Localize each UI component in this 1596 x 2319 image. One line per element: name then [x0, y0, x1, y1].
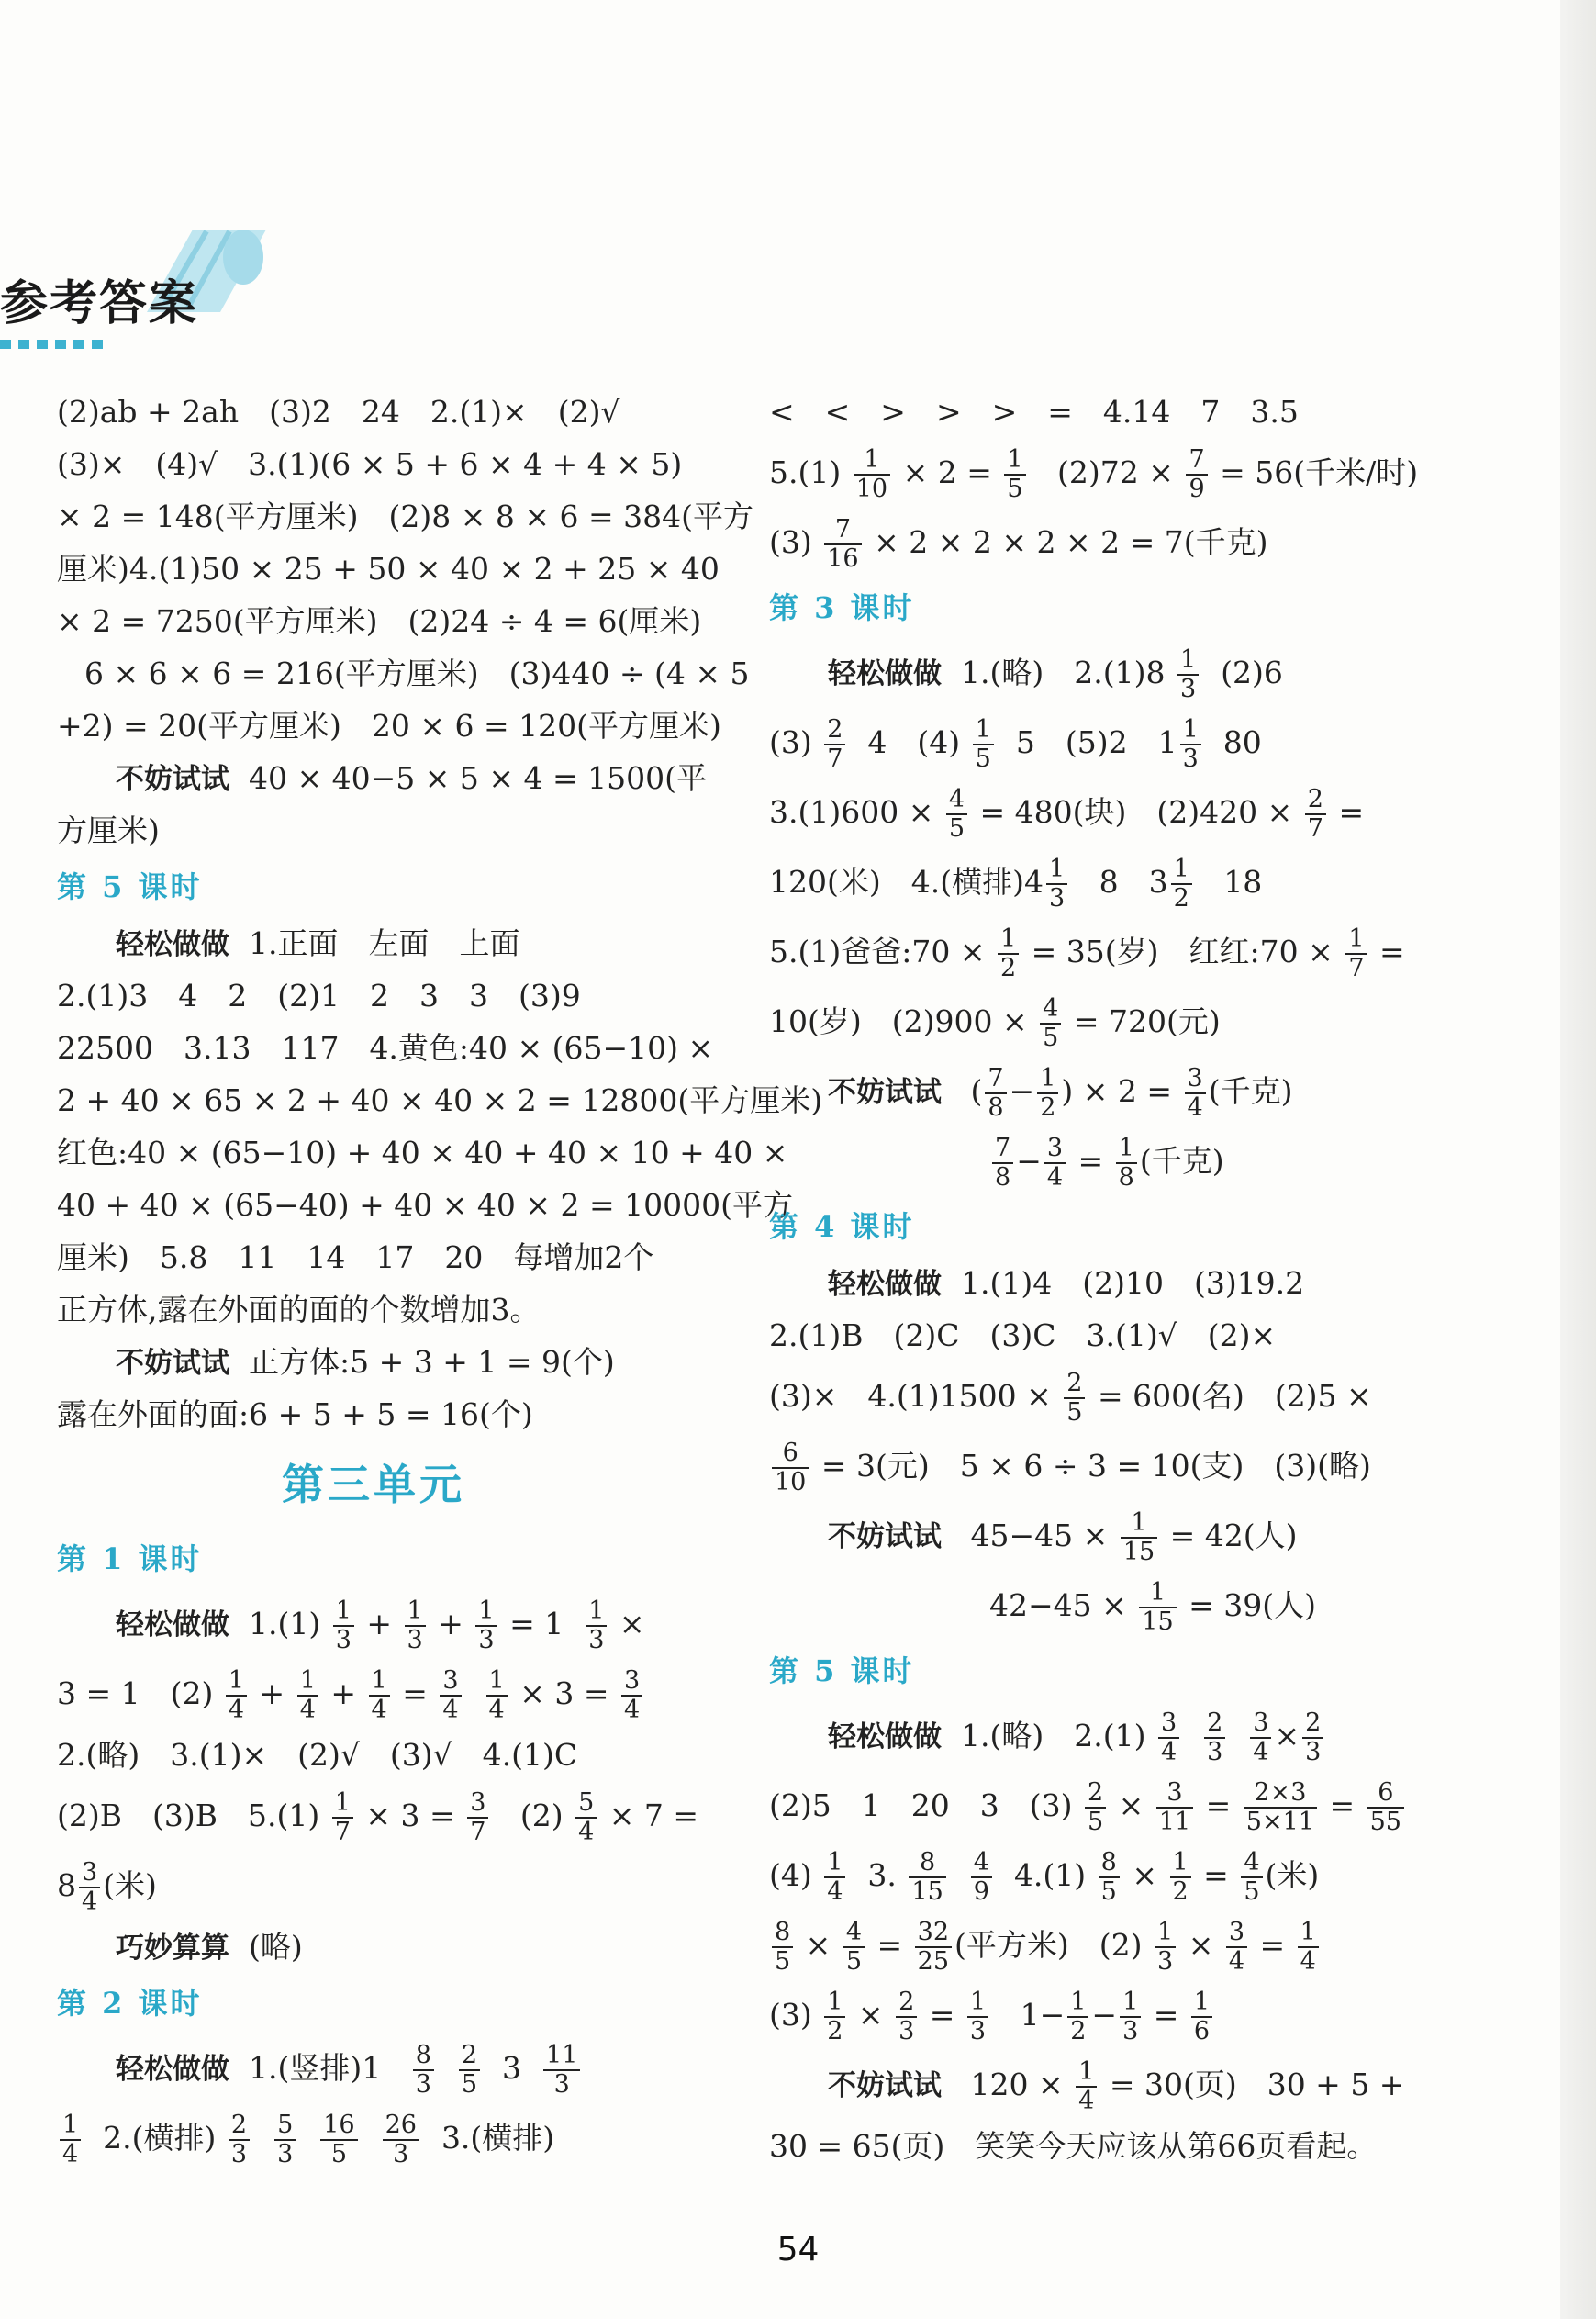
- answer-text: (2): [519, 1798, 564, 1833]
- fraction: $\frac{7}{8}$: [992, 1135, 1013, 1192]
- fraction: $\frac{1}{2}$: [1037, 1065, 1058, 1122]
- answer-text: 3.(1)600 ×: [769, 794, 934, 830]
- answer-text: (略): [248, 1929, 303, 1965]
- answer-line: 2.(略) 3.(1)× (2)√ (3)√ 4.(1)C: [57, 1737, 578, 1773]
- answer-text: (3)× 4.(1)1500 ×: [769, 1378, 1052, 1414]
- fraction: $\frac{1}{15}$: [1139, 1579, 1176, 1636]
- fraction: $\frac{1}{15}$: [1121, 1509, 1157, 1566]
- fraction: $\frac{5}{3}$: [274, 2112, 296, 2168]
- fraction: $\frac{1}{3}$: [1120, 1989, 1141, 2045]
- answer-line: (3)× (4)√ 3.(1)(6 × 5 + 6 × 4 + 4 × 5): [57, 446, 683, 482]
- answer-line: [769, 1361, 1402, 1431]
- answer-line: [769, 1571, 1402, 1641]
- answer-line: 5.(1)爸爸:70 × $\frac{1}{2}$ = 35(岁) 红红:70 × $\frac{1}{7}$ =: [769, 924, 1405, 982]
- fraction: $\frac{1}{7}$: [1345, 925, 1367, 982]
- answer-line: [769, 778, 1402, 847]
- answer-line: 30 = 65(页) 笑笑今天应该从第66页看起。: [769, 2128, 1378, 2164]
- answer-line: [769, 1257, 1402, 1309]
- right-column: [769, 386, 1419, 2172]
- answer-line: < < > > > = 4.14 7 3.5: [769, 394, 1299, 430]
- answer-line: 方厘米): [57, 812, 160, 848]
- dots-decoration: [0, 338, 110, 351]
- fraction: $\frac{1}{5}$: [973, 716, 994, 773]
- answer-text: 1.(1)4 (2)10 (3)19.2: [960, 1265, 1305, 1301]
- fraction: $\frac{8}{5}$: [1099, 1849, 1120, 1906]
- fraction: $\frac{2}{3}$: [896, 1989, 917, 2045]
- answer-text: 4 (4): [867, 724, 961, 760]
- section-label: 轻松做做: [828, 1720, 942, 1753]
- answer-text: 1.(1): [248, 1606, 321, 1641]
- answer-line: [769, 508, 1402, 577]
- answer-line: [769, 1431, 1402, 1501]
- fraction: $\frac{2\times 3}{5\times 11}$: [1244, 1779, 1317, 1836]
- fraction: $\frac{3}{4}$: [1226, 1919, 1247, 1976]
- fraction: $\frac{1}{4}$: [60, 2112, 81, 2168]
- answer-text: 42−45 ×: [989, 1587, 1127, 1623]
- fraction: $\frac{1}{10}$: [854, 446, 890, 503]
- fraction: $\frac{3}{4}$: [1044, 1135, 1066, 1192]
- section-label: 轻松做做: [116, 928, 229, 961]
- fraction: $\frac{1}{2}$: [1171, 856, 1192, 913]
- answer-line: 轻松做做 1.(1) $\frac{1}{3}$ + $\frac{1}{3}$ + $\frac{1}{3}$ = 1 $\frac{1}{3}$ ×: [116, 1596, 645, 1654]
- answer-line: [57, 2103, 690, 2173]
- answer-text: (平方米) (2): [954, 1927, 1143, 1963]
- fraction: $\frac{7}{8}$: [985, 1065, 1006, 1122]
- fraction: $\frac{1}{2}$: [824, 1989, 845, 2045]
- answer-text: 5.(1)爸爸:70 ×: [769, 934, 986, 969]
- answer-text: × 2 × 2 × 2 × 2 = 7(千克): [874, 524, 1268, 560]
- answer-text: = 720(元): [1073, 1003, 1221, 1039]
- fraction: $\frac{1}{4}$: [297, 1667, 318, 1724]
- answer-text: 10(岁) (2)900 ×: [769, 1003, 1028, 1039]
- answer-line: [57, 1921, 690, 1973]
- fraction: $\frac{1}{4}$: [1076, 2058, 1097, 2115]
- answer-line: 露在外面的面:6 + 5 + 5 = 16(个): [57, 1396, 533, 1432]
- answer-line: 2 + 40 × 65 × 2 + 40 × 40 × 2 = 12800(平方厘米): [57, 1082, 823, 1118]
- answer-text: (千克): [1208, 1073, 1293, 1109]
- answer-line: [57, 1336, 690, 1388]
- fraction: $\frac{7}{16}$: [824, 516, 861, 573]
- answer-text: (2)6: [1221, 655, 1283, 690]
- fraction: $\frac{5}{4}$: [575, 1789, 597, 1846]
- page-edge: [1560, 0, 1596, 2319]
- fraction: $\frac{8}{15}$: [909, 1849, 945, 1906]
- answer-line: × 2 = 7250(平方厘米) (2)24 ÷ 4 = 6(厘米): [57, 603, 702, 639]
- answer-text: 120(米) 4.(横排)4: [769, 864, 1044, 900]
- answer-text: (: [970, 1073, 983, 1109]
- section-label: 不妨试试: [828, 1520, 942, 1553]
- answer-line: $\frac{8}{5}$ × $\frac{4}{5}$ = $\frac{32}{25}$ (平方米) (2) $\frac{1}{3}$ × $\frac{3}{4}$ = $\frac{1}{4}$: [769, 1910, 1402, 1980]
- answer-text: (米): [103, 1867, 157, 1903]
- answer-text: 3: [502, 2050, 522, 2086]
- fraction: $\frac{2}{3}$: [229, 2112, 250, 2168]
- section-label: 不妨试试: [828, 1076, 942, 1109]
- answer-text: = 600(名) (2)5 ×: [1097, 1378, 1372, 1414]
- fraction: $\frac{1}{4}$: [486, 1667, 508, 1724]
- answer-line: 轻松做做 1.(略) 2.(1) $\frac{3}{4}$ $\frac{2}{3}$ $\frac{3}{4}$ × $\frac{2}{3}$: [769, 1701, 1402, 1771]
- section-label: 巧妙算算: [116, 1932, 229, 1965]
- answer-line: [57, 1851, 690, 1921]
- answer-line: (2)5 1 20 3 (3) $\frac{2}{5}$ × $\frac{3}{11}$ = $\frac{2\times 3}{5\times 11}$ = $\frac{6}{55}$: [769, 1771, 1402, 1841]
- answer-line: 红色:40 × (65−10) + 40 × 40 + 40 × 10 + 40 ×: [57, 1135, 788, 1171]
- fraction: $\frac{4}{5}$: [1241, 1849, 1262, 1906]
- answer-text: × 2 =: [902, 454, 992, 490]
- answer-line: +2) = 20(平方厘米) 20 × 6 = 120(平方厘米): [57, 708, 721, 744]
- unit-heading: 第三单元: [282, 1460, 465, 1509]
- answer-text: (4): [769, 1857, 812, 1893]
- fraction: $\frac{2}{5}$: [1064, 1370, 1085, 1427]
- answer-text: 5 (5)2 1: [1015, 724, 1177, 760]
- fraction: $\frac{1}{4}$: [226, 1667, 247, 1724]
- fraction: $\frac{1}{5}$: [1004, 446, 1025, 503]
- answer-line: [769, 847, 1402, 917]
- fraction: $\frac{3}{4}$: [1185, 1065, 1206, 1122]
- section-label: 轻松做做: [828, 1268, 942, 1301]
- answer-text: = 42(人): [1169, 1518, 1298, 1553]
- lesson-heading: 第 5 课时: [769, 1653, 915, 1688]
- answer-text: 3.: [867, 1857, 897, 1893]
- answer-line: 2.(1)B (2)C (3)C 3.(1)√ (2)×: [769, 1317, 1277, 1353]
- fraction: $\frac{1}{2}$: [1067, 1989, 1088, 2045]
- answer-line: [769, 708, 1402, 778]
- answer-text: 45−45 ×: [970, 1518, 1109, 1553]
- fraction: $\frac{3}{4}$: [1158, 1709, 1179, 1766]
- answer-text: ) × 2 =: [1061, 1073, 1173, 1109]
- answer-line: 正方体,露在外面的面的个数增加3。: [57, 1292, 541, 1328]
- answer-line: [769, 1501, 1402, 1571]
- fraction: $\frac{1}{8}$: [1116, 1135, 1137, 1192]
- fraction: $\frac{1}{3}$: [405, 1597, 426, 1654]
- answer-line: [769, 438, 1419, 508]
- fraction: $\frac{1}{2}$: [1170, 1849, 1191, 1906]
- answer-text: (千克): [1139, 1143, 1224, 1179]
- answer-line: (4) $\frac{1}{4}$ 3. $\frac{8}{15}$ $\frac{4}{9}$ 4.(1) $\frac{8}{5}$ × $\frac{1}{2}$ = $\frac{4}{5}$ (米): [769, 1848, 1320, 1906]
- answer-text: = 39(人): [1189, 1587, 1317, 1623]
- lesson-heading: 第 2 课时: [57, 1986, 203, 2021]
- fraction: $\frac{2}{7}$: [824, 716, 845, 773]
- fraction: $\frac{1}{3}$: [1180, 716, 1201, 773]
- fraction: $\frac{1}{3}$: [1155, 1919, 1176, 1976]
- fraction: $\frac{2}{7}$: [1305, 786, 1326, 843]
- answer-line: [57, 917, 690, 969]
- answer-text: (米): [1265, 1857, 1320, 1893]
- answer-text: (3): [769, 724, 812, 760]
- fraction: $\frac{16}{5}$: [320, 2112, 357, 2168]
- section-label: 不妨试试: [828, 2069, 942, 2102]
- answer-line: [57, 2033, 690, 2103]
- fraction: $\frac{1}{3}$: [333, 1597, 354, 1654]
- answer-text: 5.(1): [769, 454, 842, 490]
- section-label: 轻松做做: [828, 657, 942, 690]
- answer-line: 2.(1)3 4 2 (2)1 2 3 3 (3)9: [57, 978, 581, 1014]
- answer-line: 厘米)4.(1)50 × 25 + 50 × 40 × 2 + 25 × 40: [57, 551, 720, 587]
- fraction: $\frac{3}{4}$: [440, 1667, 461, 1724]
- fraction: $\frac{4}{5}$: [946, 786, 967, 843]
- fraction: $\frac{6}{10}$: [772, 1440, 809, 1496]
- answer-line: 6 × 6 × 6 = 216(平方厘米) (3)440 ÷ (4 × 5: [84, 655, 750, 691]
- lesson-heading: 第 5 课时: [57, 869, 203, 904]
- answer-text: = 480(块) (2)420 ×: [979, 794, 1293, 830]
- answer-text: = 3(元) 5 × 6 ÷ 3 = 10(支) (3)(略): [820, 1448, 1371, 1484]
- answer-text: 1.正面 左面 上面: [248, 925, 520, 961]
- fraction: $\frac{1}{7}$: [332, 1789, 353, 1846]
- answer-text: = 56(千米/时): [1220, 454, 1419, 490]
- fraction: $\frac{2}{3}$: [1302, 1709, 1323, 1766]
- fraction: $\frac{1}{4}$: [369, 1667, 390, 1724]
- answer-text: 正方体:5 + 3 + 1 = 9(个): [248, 1344, 615, 1380]
- answer-header: [0, 220, 303, 358]
- answer-text: 80: [1222, 724, 1262, 760]
- answer-line: [769, 638, 1402, 708]
- fraction: $\frac{3}{7}$: [467, 1789, 488, 1846]
- answer-line: (2)B (3)B 5.(1) $\frac{1}{7}$ × 3 = $\frac{3}{7}$ (2) $\frac{5}{4}$ × 7 =: [57, 1788, 699, 1846]
- answer-text: 1−: [1020, 1997, 1066, 2033]
- fraction: $\frac{1}{2}$: [998, 925, 1019, 982]
- answer-line: 厘米) 5.8 11 14 17 20 每增加2个: [57, 1239, 654, 1275]
- fraction: $\frac{1}{4}$: [824, 1849, 845, 1906]
- answer-line: 40 + 40 × (65−40) + 40 × 40 × 2 = 10000(平方: [57, 1187, 793, 1223]
- answer-text: 120 ×: [970, 2067, 1064, 2102]
- answer-text: 40 × 40−5 × 5 × 4 = 1500(平: [248, 760, 707, 796]
- fraction: $\frac{8}{5}$: [772, 1919, 793, 1976]
- fraction: $\frac{1}{3}$: [967, 1989, 988, 2045]
- answer-line: 不妨试试 ( $\frac{7}{8}$ − $\frac{1}{2}$ ) × 2 = $\frac{3}{4}$ (千克): [828, 1064, 1293, 1122]
- answer-text: 4.(1): [1013, 1857, 1087, 1893]
- fraction: $\frac{8}{3}$: [413, 2042, 434, 2099]
- fraction: $\frac{3}{4}$: [621, 1667, 642, 1724]
- lesson-heading: 第 1 课时: [57, 1541, 203, 1576]
- fraction: $\frac{3}{4}$: [79, 1859, 100, 1916]
- answer-line: 3 = 1 (2) $\frac{1}{4}$ + $\frac{1}{4}$ + $\frac{1}{4}$ = $\frac{3}{4}$ $\frac{1}{4}$ × 3 = $\frac{3}{4}$: [57, 1659, 690, 1729]
- fraction: $\frac{2}{3}$: [1204, 1709, 1225, 1766]
- fraction: $\frac{26}{3}$: [383, 2112, 419, 2168]
- answer-text: = 1: [509, 1606, 564, 1641]
- answer-text: 2.(横排): [103, 2120, 217, 2156]
- answer-text: (3): [769, 1997, 812, 2033]
- answer-line: [769, 2050, 1405, 2120]
- section-label: 不妨试试: [116, 1347, 229, 1380]
- section-label: 不妨试试: [116, 763, 229, 796]
- answer-line: [769, 987, 1402, 1057]
- page-number: 54: [776, 2231, 820, 2269]
- fraction: $\frac{4}{5}$: [843, 1919, 865, 1976]
- answer-text: 1.(略) 2.(1): [960, 1718, 1146, 1753]
- fraction: $\frac{3}{4}$: [1250, 1709, 1271, 1766]
- answer-text: = 30(页) 30 + 5 +: [1109, 2067, 1405, 2102]
- answer-line: 22500 3.13 117 4.黄色:40 × (65−10) ×: [57, 1030, 714, 1066]
- lesson-heading: 第 4 课时: [769, 1209, 915, 1244]
- section-label: 轻松做做: [116, 2053, 229, 2086]
- fraction: $\frac{6}{55}$: [1367, 1779, 1404, 1836]
- fraction: $\frac{4}{9}$: [971, 1849, 992, 1906]
- lesson-heading: 第 3 课时: [769, 590, 915, 625]
- answer-text: 1.(竖排)1: [248, 2050, 382, 2086]
- fraction: $\frac{1}{6}$: [1191, 1989, 1212, 2045]
- fraction: $\frac{1}{4}$: [1298, 1919, 1319, 1976]
- fraction: $\frac{1}{3}$: [1177, 646, 1199, 703]
- answer-text: 3.(横排): [441, 2120, 555, 2156]
- answer-text: =: [1338, 794, 1365, 830]
- fraction: $\frac{3}{11}$: [1156, 1779, 1193, 1836]
- fraction: $\frac{11}{3}$: [543, 2042, 580, 2099]
- fraction: $\frac{1}{3}$: [586, 1597, 607, 1654]
- answer-text: 18: [1223, 864, 1263, 900]
- fraction: $\frac{2}{5}$: [459, 2042, 480, 2099]
- answer-text: (2)72 ×: [1057, 454, 1174, 490]
- answer-text: (3): [769, 524, 812, 560]
- section-label: 轻松做做: [116, 1608, 229, 1641]
- fraction: $\frac{7}{9}$: [1186, 446, 1207, 503]
- answer-text: = 35(岁) 红红:70 ×: [1031, 934, 1334, 969]
- answer-line: $\frac{7}{8}$ − $\frac{3}{4}$ = $\frac{1}{8}$ (千克): [769, 1126, 1402, 1196]
- page-title: 参考答案: [0, 275, 199, 331]
- answer-line: (2)ab + 2ah (3)2 24 2.(1)× (2)√: [57, 394, 620, 430]
- fraction: $\frac{32}{25}$: [915, 1919, 952, 1976]
- answer-text: (2)5 1 20 3 (3): [769, 1787, 1073, 1823]
- fraction: $\frac{4}{5}$: [1040, 995, 1061, 1052]
- answer-text: 8: [57, 1867, 76, 1903]
- answer-text: (2)B (3)B 5.(1): [57, 1798, 320, 1833]
- fraction: $\frac{1}{3}$: [475, 1597, 497, 1654]
- answer-line: [57, 752, 707, 804]
- answer-text: 3 = 1 (2): [57, 1675, 214, 1711]
- fraction: $\frac{1}{3}$: [1046, 856, 1067, 913]
- answer-line: × 2 = 148(平方厘米) (2)8 × 8 × 6 = 384(平方: [57, 499, 753, 534]
- answer-text: 1.(略) 2.(1)8: [960, 655, 1166, 690]
- answer-text: 8 3: [1099, 864, 1168, 900]
- fraction: $\frac{2}{5}$: [1085, 1779, 1106, 1836]
- answer-line: (3) $\frac{1}{2}$ × $\frac{2}{3}$ = $\frac{1}{3}$ 1− $\frac{1}{2}$ − $\frac{1}{3}$ = $\frac{1}{6}$: [769, 1980, 1402, 2050]
